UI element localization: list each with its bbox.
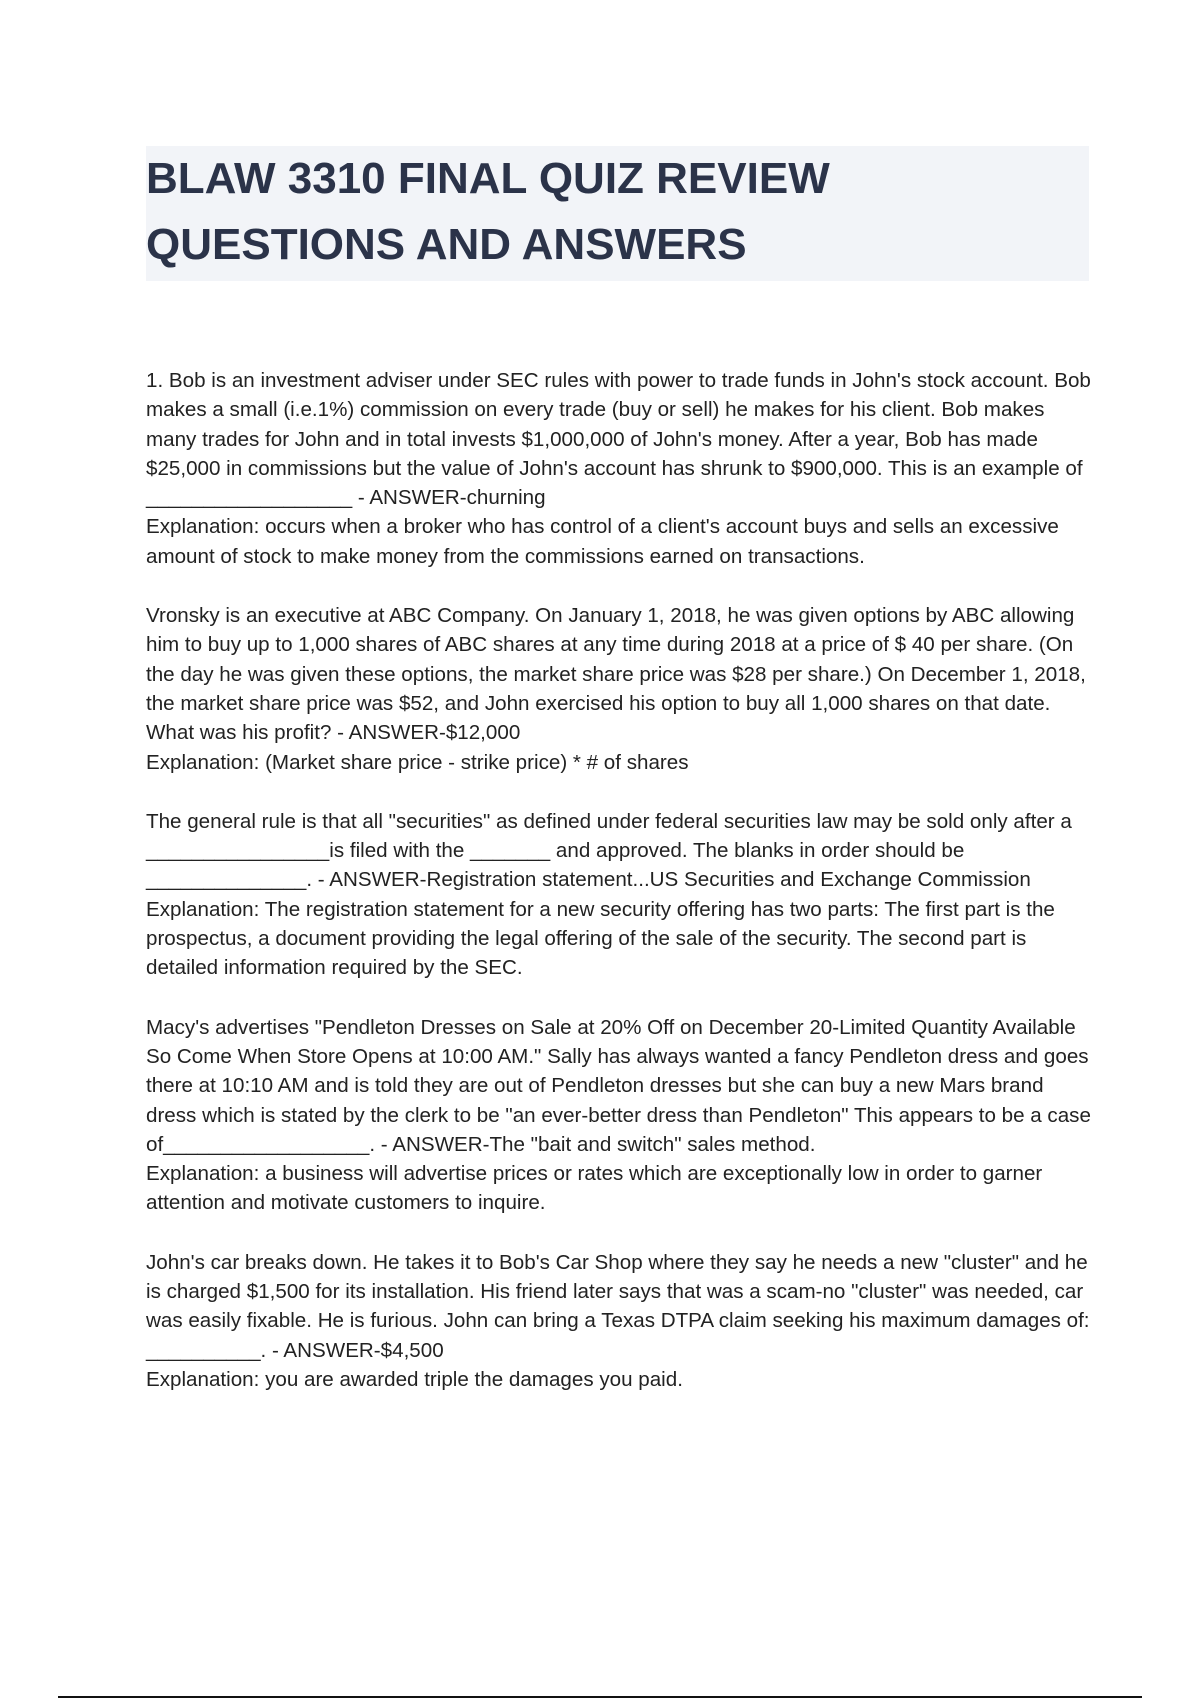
question-text: 1. Bob is an investment adviser under SEC rules with power to trade funds in John's stock account. Bob makes a small (i.e.1%) commission on every trade (buy or sell) he makes for his client. Bob makes many trades for John and in total invests $1,000,000 of John's money. After a year, Bob has made $25,000 in commissions but the value of John's account has shrunk to $900,000. This is an example of __________________ - ANSWER-churning	[146, 369, 1091, 510]
qa-entry-dtpa-damages	[146, 1248, 1091, 1394]
question-text: The general rule is that all "securities" as defined under federal securities law may be sold only after a ________________is filed with the _______ and approved. The blanks in order should be ______________. - ANSWER-Registration statement...US Securities and Exchange Commission	[146, 809, 1072, 892]
explanation-text: Explanation: The registration statement for a new security offering has two parts: The first part is the prospectus, a document providing the legal offering of the sale of the security. The second part is detailed information required by the SEC.	[146, 897, 1055, 980]
explanation-text: Explanation: occurs when a broker who has control of a client's account buys and sells an excessive amount of stock to make money from the commissions earned on transactions.	[146, 515, 1059, 568]
document-title-block	[146, 146, 1089, 281]
qa-entry-stock-options	[146, 601, 1091, 777]
document-title-line-2: QUESTIONS AND ANSWERS	[146, 220, 747, 269]
question-text: John's car breaks down. He takes it to Bob's Car Shop where they say he needs a new "cluster" and he is charged $1,500 for its installation. His friend later says that was a scam-no "cluster" was needed, car was easily fixable. He is furious. John can bring a Texas DTPA claim seeking his maximum damages of: __________. - ANSWER-$4,500	[146, 1250, 1090, 1362]
qa-entry-registration	[146, 807, 1091, 983]
explanation-text: Explanation: (Market share price - strike price) * # of shares	[146, 750, 689, 774]
qa-entry-churning	[146, 366, 1091, 571]
explanation-text: Explanation: you are awarded triple the damages you paid.	[146, 1367, 683, 1391]
page-bottom-rule	[58, 1696, 1142, 1698]
question-text: Macy's advertises "Pendleton Dresses on Sale at 20% Off on December 20-Limited Quantity Available So Come When Store Opens at 10:00 AM." Sally has always wanted a fancy Pendleton dress and goes there at 10:10 AM and is told they are out of Pendleton dresses but she can buy a new Mars brand dress which is stated by the clerk to be "an ever-better dress than Pendleton" This appears to be a case of__________________. - ANSWER-The "bait and switch" sales method.	[146, 1015, 1091, 1156]
qa-entry-bait-and-switch	[146, 1013, 1091, 1218]
explanation-text: Explanation: a business will advertise prices or rates which are exceptionally low in order to garner attention and motivate customers to inquire.	[146, 1162, 1043, 1215]
qa-list	[146, 366, 1091, 1424]
question-text: Vronsky is an executive at ABC Company. On January 1, 2018, he was given options by ABC allowing him to buy up to 1,000 shares of ABC shares at any time during 2018 at a price of $ 40 per share. (On the day he was given these options, the market share price was $28 per share.) On December 1, 2018, the market share price was $52, and John exercised his option to buy all 1,000 shares on that date. What was his profit? - ANSWER-$12,000	[146, 604, 1086, 745]
document-title-line-1: BLAW 3310 FINAL QUIZ REVIEW	[146, 154, 830, 203]
